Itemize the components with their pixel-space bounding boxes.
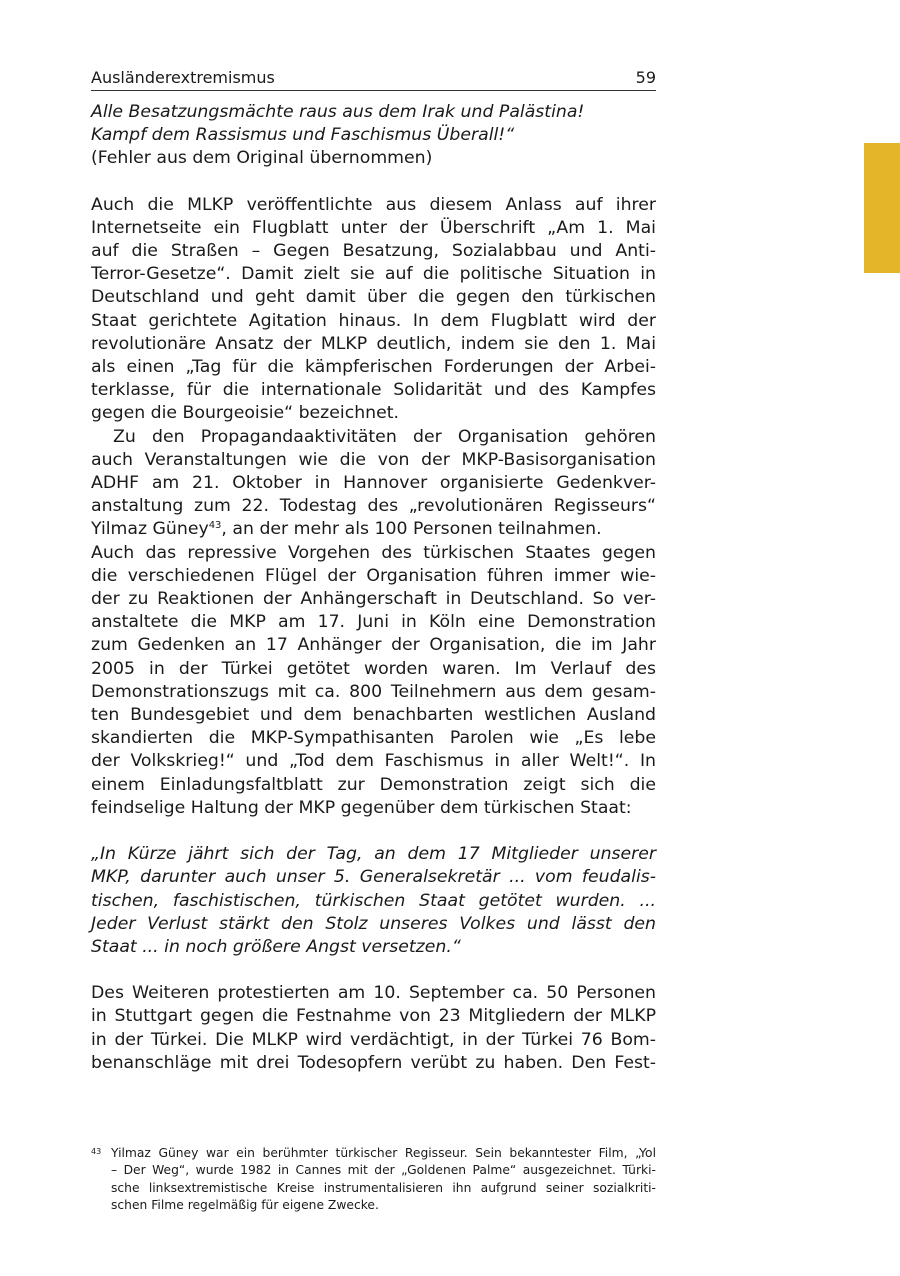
quote-line: Jeder Verlust stärkt den Stolz unseres Volkes und lässt den [91, 913, 656, 934]
text-line [91, 518, 656, 541]
text-line: der zu Reaktionen der Anhängerschaft in Deutschland. So ver- [91, 589, 656, 610]
text-line: terklasse, für die internationale Solidarität und des Kampfes [91, 380, 656, 401]
source-note: (Fehler aus dem Original übernommen) [91, 148, 433, 169]
quote-line: Staat ... in noch größere Angst versetzen.“ [91, 936, 461, 957]
text-line: Staat gerichtete Agitation hinaus. In dem Flugblatt wird der [91, 310, 656, 331]
text-line: Deutschland und geht damit über die gegen den türkischen [91, 287, 656, 308]
footnote-line-end: , an der mehr als 100 Personen teilnahmen. [221, 519, 602, 540]
text-line: auf die Straßen – Gegen Besatzung, Sozialabbau und Anti- [91, 241, 656, 262]
footnote-text [111, 1145, 656, 1214]
text-line: einem Einladungsfaltblatt zur Demonstration zeigt sich die [91, 774, 656, 795]
text-line: benanschläge mit drei Todesopfern verübt zu haben. Den Fest- [91, 1052, 656, 1073]
text-line: ADHF am 21. Oktober in Hannover organisierte Gedenkver- [91, 473, 656, 494]
footnote-line-start: Yilmaz Güney [91, 519, 209, 540]
footnote-line: – Der Weg“, wurde 1982 in Cannes mit der „Goldenen Palme“ ausgezeichnet. Türki- [111, 1163, 656, 1178]
text-line: als einen „Tag für die kämpferischen Forderungen der Arbei- [91, 357, 656, 378]
text-line: Auch die MLKP veröffentlichte aus diesem Anlass auf ihrer [91, 194, 656, 215]
quote-line: MKP, darunter auch unser 5. Generalsekretär ... vom feudalis- [91, 867, 656, 888]
text-line: anstaltung zum 22. Todestag des „revolutionären Regisseurs“ [91, 496, 656, 517]
text-line: revolutionäre Ansatz der MLKP deutlich, indem sie den 1. Mai [91, 333, 656, 354]
text-line: Zu den Propagandaaktivitäten der Organisation gehören [113, 426, 656, 447]
text-line: anstaltete die MKP am 17. Juni in Köln eine Demonstration [91, 612, 656, 633]
page-number: 59 [635, 68, 656, 87]
text-line: die verschiedenen Flügel der Organisation führen immer wie- [91, 565, 656, 586]
footnote-line: Yilmaz Güney war ein berühmter türkischer Regisseur. Sein bekanntester Film, „Yol [111, 1146, 656, 1160]
text-line: Terror-Gesetze“. Damit zielt sie auf die politische Situation in [91, 264, 656, 285]
text-line: Des Weiteren protestierten am 10. September ca. 50 Personen [91, 983, 656, 1004]
text-line: ten Bundesgebiet und dem benachbarten westlichen Ausland [91, 705, 656, 726]
quote-line: Kampf dem Rassismus und Faschismus Überall!“ [91, 125, 515, 146]
text-line: gegen die Bourgeoisie“ bezeichnet. [91, 403, 399, 424]
footnote-line: schen Filme regelmäßig für eigene Zwecke. [111, 1197, 379, 1212]
text-line: 2005 in der Türkei getötet worden waren. Im Verlauf des [91, 658, 656, 679]
footnote [91, 1145, 656, 1214]
chapter-tab-marker [864, 143, 900, 273]
paragraph [91, 982, 656, 1075]
text-line: in der Türkei. Die MLKP wird verdächtigt, in der Türkei 76 Bom- [91, 1029, 656, 1050]
quote-line: tischen, faschistischen, türkischen Staat getötet wurden. ... [91, 890, 656, 911]
text-line: skandierten die MKP-Sympathisanten Parolen wie „Es lebe [91, 728, 656, 749]
footnote-reference[interactable]: 43 [208, 520, 222, 532]
quote-line: Alle Besatzungsmächte raus aus dem Irak und Palästina! [91, 102, 585, 122]
paragraph [91, 426, 656, 820]
text-line: feindselige Haltung der MKP gegenüber dem türkischen Staat: [91, 797, 632, 818]
text-line: Auch das repressive Vorgehen des türkischen Staates gegen [91, 542, 656, 563]
text-line: zum Gedenken an 17 Anhänger der Organisation, die im Jahr [91, 635, 656, 656]
footnote-number: 43 [91, 1147, 102, 1156]
section-title: Ausländerextremismus [91, 68, 275, 87]
text-line: in Stuttgart gegen die Festnahme von 23 Mitgliedern der MLKP [91, 1006, 656, 1027]
block-quote [91, 843, 656, 959]
quote-line: „In Kürze jährt sich der Tag, an dem 17 Mitglieder unserer [91, 844, 656, 865]
text-line: auch Veranstaltungen wie die von der MKP-Basisorganisation [91, 449, 656, 470]
opening-quote [91, 101, 656, 147]
paragraph [91, 194, 656, 426]
footnote-line: sche linksextremistische Kreise instrumentalisieren ihn aufgrund seiner sozialkriti- [111, 1180, 656, 1195]
page-body [91, 101, 656, 1075]
text-line: Demonstrationszugs mit ca. 800 Teilnehmern aus dem gesam- [91, 681, 656, 702]
running-header [91, 68, 656, 91]
text-line: Internetseite ein Flugblatt unter der Überschrift „Am 1. Mai [91, 217, 656, 238]
text-line: der Volkskrieg!“ und „Tod dem Faschismus in aller Welt!“. In [91, 751, 656, 772]
